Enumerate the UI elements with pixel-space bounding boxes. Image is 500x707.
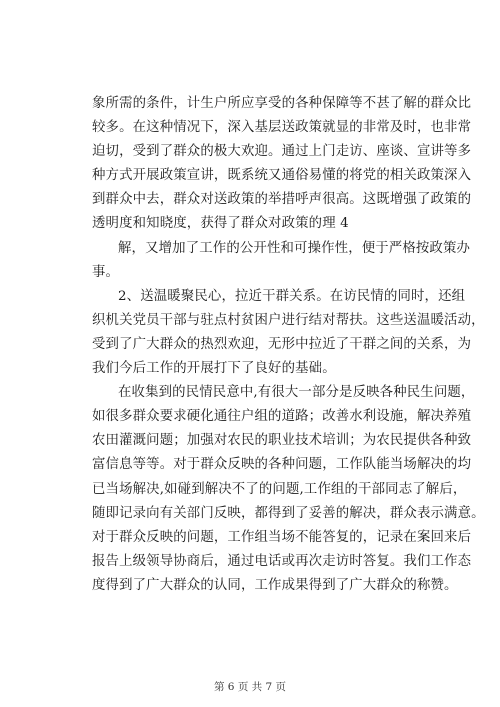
text-line: 已当场解决,如碰到解决不了的问题,工作组的干部同志了解后，: [92, 481, 467, 497]
text-line: 我们今后工作的开展打下了良好的基础。: [92, 361, 336, 377]
text-line: 2、送温暖聚民心，拉近干群关系。在访民情的同时，还组: [118, 288, 466, 304]
text-line: 受到了广大群众的热烈欢迎，无形中拉近了干群之间的关系，为: [92, 336, 472, 352]
text-line: 事。: [92, 264, 120, 280]
text-line: 解，又增加了工作的公开性和可操作性，便于严格按政策办: [118, 240, 471, 256]
text-line: 较多。在这种情况下，深入基层送政策就显的非常及时，也非常: [92, 120, 472, 136]
text-line: 随即记录向有关部门反映，都得到了妥善的解决，群众表示满意。: [92, 505, 485, 521]
text-line: 种方式开展政策宣讲，既系统又通俗易懂的将党的相关政策深入: [92, 168, 472, 184]
text-line: 富信息等等。对于群众反映的各种问题，工作队能当场解决的均: [92, 457, 472, 473]
text-line: 透明度和知晓度，获得了群众对政策的理 4: [92, 216, 349, 232]
page-number-footer: 第 6 页 共 7 页: [213, 681, 287, 693]
text-line: 对于群众反映的问题，工作组当场不能答复的，记录在案回来后: [92, 529, 472, 545]
text-line: 到群众中去，群众对送政策的举措呼声很高。这既增强了政策的: [92, 192, 472, 208]
text-line: 在收集到的民情民意中,有很大一部分是反映各种民生问题，: [118, 385, 475, 401]
text-line: 度得到了广大群众的认同，工作成果得到了广大群众的称赞。: [92, 577, 458, 593]
document-body: [92, 92, 485, 598]
text-line: 农田灌溉问题；加强对农民的职业技术培训；为农民提供各种致: [92, 433, 472, 449]
text-line: 织机关党员干部与驻点村贫困户进行结对帮扶。这些送温暖活动，: [92, 312, 485, 328]
text-line: 报告上级领导协商后，通过电话或再次走访时答复。我们工作态: [92, 553, 472, 569]
text-line: 迫切，受到了群众的极大欢迎。通过上门走访、座谈、宣讲等多: [92, 144, 472, 160]
text-line: 如很多群众要求硬化通往户组的道路；改善水利设施，解决养殖: [92, 409, 472, 425]
text-line: 象所需的条件，计生户所应享受的各种保障等不甚了解的群众比: [92, 96, 472, 111]
